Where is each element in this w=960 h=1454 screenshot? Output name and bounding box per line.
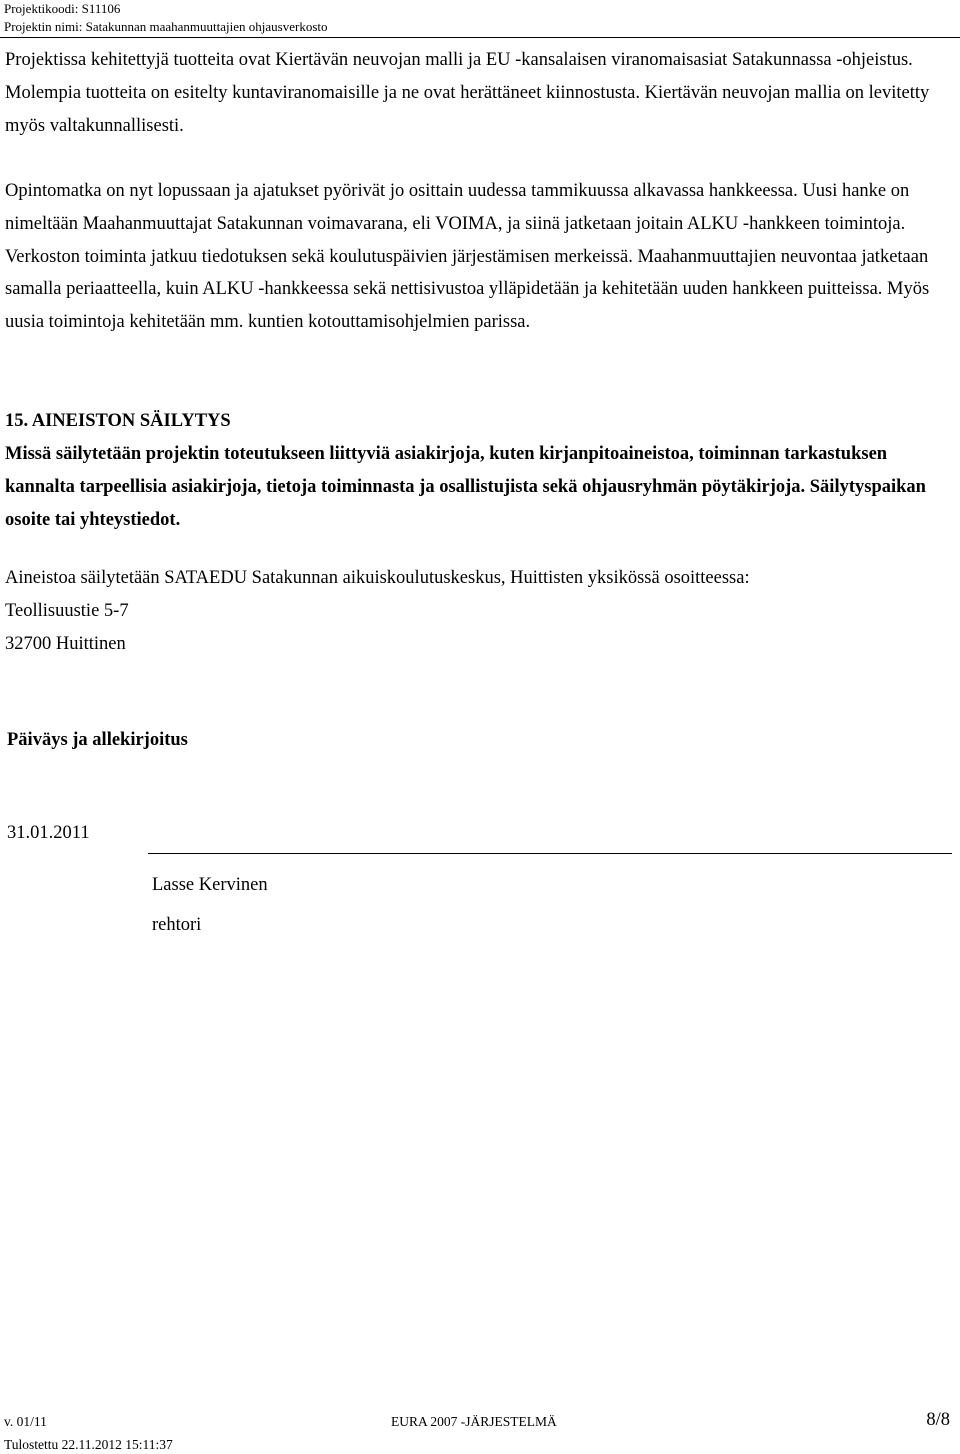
signer-title: rehtori [152, 915, 202, 935]
continuation-paragraph: Opintomatka on nyt lopussaan ja ajatukset pyörivät jo osittain uudessa tammikuussa alkavassa hankkeessa. Uusi hanke on nimeltään Maahanmuuttajat Satakunnan voimavarana, eli VOIMA, ja siinä jatketaan joitain ALKU -hankkeen toimintoja. Verkoston toiminta jatkuu tiedotuksen sekä koulutuspäivien järjestämisen merkeissä. Maahanmuuttajien neuvontaa jatketaan samalla periaatteella, kuin ALKU -hankkeessa sekä nettisivustoa ylläpidetään ja kehitetään uuden hankkeen puitteissa. Myös uusia toimintoja kehitetään mm. kuntien kotouttamisohjelmien parissa. [5, 181, 930, 333]
footer-system-name: EURA 2007 -JÄRJESTELMÄ [391, 1414, 557, 1429]
section-heading: 15. AINEISTON SÄILYTYS [5, 411, 231, 431]
street-address: Teollisuustie 5-7 [5, 600, 129, 621]
postal-address: 32700 Huittinen [5, 633, 126, 654]
storage-address [5, 562, 750, 660]
signature-heading: Päiväys ja allekirjoitus [7, 730, 188, 750]
footer-version: v. 01/11 [4, 1414, 47, 1429]
project-code: Projektikoodi: S11106 [4, 1, 121, 16]
signature-date: 31.01.2011 [7, 823, 90, 843]
signature-line [148, 853, 952, 854]
project-name: Projektin nimi: Satakunnan maahanmuuttajien ohjausverkosto [4, 19, 328, 34]
page-number: 8/8 [926, 1410, 950, 1430]
header-divider [0, 37, 960, 38]
section-question: Missä säilytetään projektin toteutukseen liittyviä asiakirjoja, kuten kirjanpitoaineistoa, toiminnan tarkastuksen kannalta tarpeellisia asiakirjoja, tietoja toiminnasta ja osallistujista sekä ohjausryhmän pöytäkirjoja. Säilytyspaikan osoite tai yhteystiedot. [5, 444, 926, 530]
storage-location: Aineistoa säilytetään SATAEDU Satakunnan aikuiskoulutuskeskus, Huittisten yksikössä osoitteessa: [5, 568, 750, 588]
products-paragraph: Projektissa kehitettyjä tuotteita ovat Kiertävän neuvojan malli ja EU -kansalaisen viranomaisasiat Satakunnassa -ohjeistus. Molempia tuotteita on esitelty kuntaviranomaisille ja ne ovat herättäneet kiinnostusta. Kiertävän neuvojan mallia on levitetty myös valtakunnallisesti. [5, 50, 930, 136]
page-header [4, 0, 328, 36]
print-timestamp: Tulostettu 22.11.2012 15:11:37 [4, 1437, 173, 1452]
signer-name: Lasse Kervinen [152, 875, 268, 895]
